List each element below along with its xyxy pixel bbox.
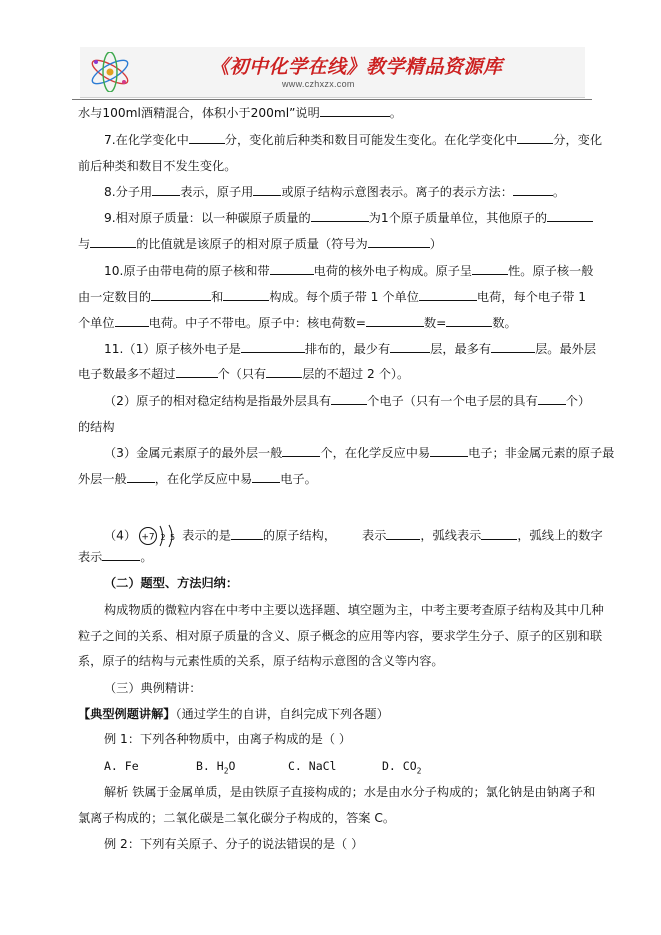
shell-2-electrons: 5	[170, 533, 176, 542]
blank[interactable]	[115, 315, 149, 327]
blank[interactable]	[538, 393, 566, 405]
question-11-cont: 电子数最多不超过 个（只有 层的不超过 2 个）。	[78, 367, 410, 381]
example-label: 【典型例题讲解】（通过学生的自讲，自纠完成下列各题）	[78, 707, 389, 721]
blank[interactable]	[241, 341, 305, 353]
blank[interactable]	[517, 132, 553, 144]
header-divider	[72, 99, 592, 100]
option-b: B. $H_2O$	[196, 759, 236, 776]
question-8: 8.分子用 表示，原子用 或原子结构示意图表示。离子的表示方法： 。	[104, 185, 566, 199]
blank[interactable]	[446, 315, 492, 327]
atom-logo-icon	[86, 52, 134, 92]
blank[interactable]	[253, 184, 281, 196]
question-9-cont: 与 的比值就是该原子的相对原子质量（符号为 ）	[78, 237, 442, 251]
blank[interactable]	[231, 528, 263, 540]
blank[interactable]	[102, 549, 140, 561]
question-11-4: （4） +7 2 5 表示的是 的原子结构， 表示 ，弧线表示 ，弧线上的数字	[104, 522, 603, 550]
blank[interactable]	[481, 528, 517, 540]
paragraph-line: 系，原子的结构与元素性质的关系，原子结构示意图的含义等内容。	[78, 654, 444, 668]
blank[interactable]	[472, 263, 508, 275]
blank[interactable]	[176, 366, 218, 378]
blank[interactable]	[270, 263, 314, 275]
question-9: 9.相对原子质量：以一种碳原子质量的 为1个原子质量单位，其他原子的	[104, 210, 593, 226]
blank[interactable]	[419, 289, 477, 301]
question-11-2-cont: 的结构	[78, 420, 115, 434]
blank[interactable]	[252, 471, 280, 483]
banner-title: 《初中化学在线》教学精品资源库	[210, 56, 503, 78]
blank[interactable]	[152, 184, 180, 196]
atomic-structure-diagram	[138, 522, 180, 550]
text-line: 水与100ml酒精混合，体积小于200ml”说明 。	[78, 106, 402, 120]
question-7-cont: 前后种类和数目不发生变化。	[78, 159, 237, 173]
blank[interactable]	[282, 445, 320, 457]
blank[interactable]	[547, 210, 593, 222]
question-11: 11.（1）原子核外电子是 排布的，最少有 层，最多有 层。最外层	[104, 342, 597, 356]
question-11-2: （2）原子的相对稳定结构是指最外层具有 个电子（只有一个电子层的具有 个）	[104, 394, 591, 408]
blank[interactable]	[266, 366, 302, 378]
option-d: D. $CO_2$	[382, 759, 422, 776]
blank[interactable]	[320, 105, 390, 117]
shell-1-electrons: 2	[160, 533, 166, 542]
blank[interactable]	[368, 236, 430, 248]
question-10-cont: 由一定数目的 和 构成。每个质子带 1 个单位 电荷，每个电子带 1	[78, 290, 587, 304]
banner-url: www.czhxzx.com	[282, 79, 355, 89]
question-11-4-cont: 表示 。	[78, 550, 153, 564]
blank[interactable]	[189, 132, 225, 144]
question-10: 10.原子由带电荷的原子核和带 电荷的核外电子构成。原子呈 性。原子核一般	[104, 264, 594, 278]
question-7: 7.在化学变化中 分，变化前后种类和数目可能发生变化。在化学变化中 分，变化	[104, 133, 603, 147]
section-3-heading: （三）典例精讲：	[104, 681, 202, 695]
blank[interactable]	[386, 528, 420, 540]
blank[interactable]	[390, 341, 430, 353]
paragraph-line: 构成物质的微粒内容在中考中主要以选择题、填空题为主，中考主要考查原子结构及其中几种	[104, 603, 604, 617]
blank[interactable]	[90, 236, 136, 248]
option-a: A. Fe	[104, 759, 139, 773]
blank[interactable]	[311, 210, 369, 222]
nucleus-charge-label: +7	[141, 532, 155, 543]
solution-line: 解析 铁属于金属单质，是由铁原子直接构成的；水是由水分子构成的；氯化钠是由钠离子和	[104, 785, 596, 799]
question-10-cont2: 个单位 电荷。中子不带电。原子中：核电荷数= 数= 数。	[78, 316, 517, 330]
blank[interactable]	[331, 393, 367, 405]
blank[interactable]	[430, 445, 468, 457]
solution-line: 氯离子构成的；二氧化碳是二氧化碳分子构成的，答案 C。	[78, 811, 396, 825]
blank[interactable]	[366, 315, 424, 327]
blank[interactable]	[223, 289, 269, 301]
question-11-3: （3）金属元素原子的最外层一般 个，在化学反应中易 电子；非金属元素的原子最	[104, 446, 615, 460]
example-2: 例 2：下列有关原子、分子的说法错误的是（ ）	[104, 837, 364, 851]
option-c: C. NaCl	[288, 759, 337, 773]
blank[interactable]	[151, 289, 211, 301]
section-2-heading: （二）题型、方法归纳：	[104, 576, 239, 590]
example-1: 例 1：下列各种物质中，由离子构成的是（ ）	[104, 732, 352, 746]
question-11-3-cont: 外层一般 ，在化学反应中易 电子。	[78, 472, 317, 486]
paragraph-line: 粒子之间的关系、相对原子质量的含义、原子概念的应用等内容，要求学生分子、原子的区别和联	[78, 629, 603, 643]
blank[interactable]	[491, 341, 535, 353]
blank[interactable]	[513, 184, 553, 196]
blank[interactable]	[127, 471, 155, 483]
